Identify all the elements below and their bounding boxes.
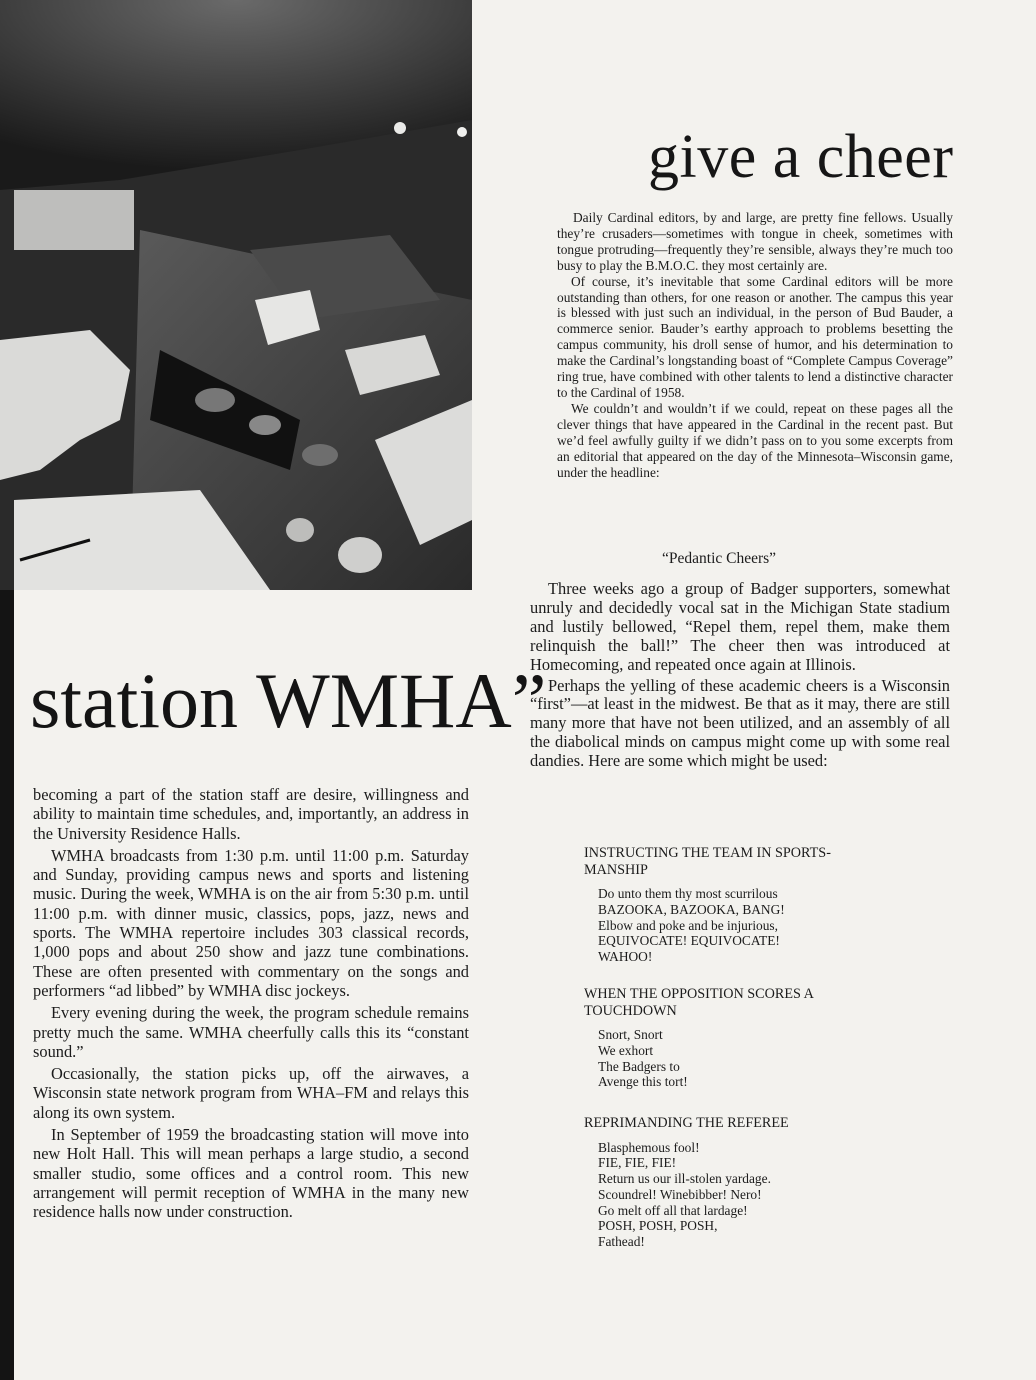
cheer-line: Scoundrel! Winebibber! Nero! xyxy=(598,1186,762,1202)
cheer-lines xyxy=(584,886,884,965)
cheer-line: Go melt off all that lardage! xyxy=(598,1202,748,1218)
give-a-cheer-title: give a cheer xyxy=(648,123,954,191)
editorial-paragraph: Three weeks ago a group of Badger supporters, somewhat unruly and decidedly vocal sat in the Michigan State stadium and lustily bellowed, “Repel them, repel them, make them relinquish the ball!” The cheer then was introduced at Homecoming, and repeated once again at Illinois. xyxy=(530,579,950,674)
intro-paragraph: Of course, it’s inevitable that some Cardinal editors will be more outstanding than others, for one reason or another. The campus this year is blessed with just such an individual, in the person of Bud Bauder, a commerce senior. Bauder’s earthy approach to problems besetting the campus community, his droll sense of humor, and his determination to make the Cardinal’s longstanding boast of “Complete Campus Coverage” ring true, have combined with other talents to lend a distinctive character to the Cardinal of 1958. xyxy=(557,273,953,400)
cheer-lines xyxy=(584,1027,884,1090)
cheer-line: Fathead! xyxy=(598,1234,645,1250)
station-paragraph: Occasionally, the station picks up, off the airwaves, a Wisconsin state network program from WHA–FM and relays this along its own system. xyxy=(33,1064,469,1122)
radio-studio-photo xyxy=(0,0,472,590)
cheer-line: Blasphemous fool! xyxy=(598,1139,700,1155)
cheer-line: WAHOO! xyxy=(598,949,653,965)
cheer-line: We exhort xyxy=(598,1042,654,1058)
cheer-line: FIE, FIE, FIE! xyxy=(598,1155,677,1171)
editorial-text xyxy=(530,580,950,771)
cheer-block-sportsmanship xyxy=(584,845,884,965)
cheer-line: Avenge this tort! xyxy=(598,1074,688,1090)
intro-paragraph: We couldn’t and wouldn’t if we could, repeat on these pages all the clever things that have appeared in the Cardinal in the recent past. But we’d feel awfully guilty if we didn’t pass on to you some excerpts from an editorial that appeared on the day of the Minnesota–Wisconsin game, under the headline: xyxy=(557,400,953,480)
cheer-line: EQUIVOCATE! EQUIVOCATE! xyxy=(598,933,780,949)
station-paragraph: WMHA broadcasts from 1:30 p.m. until 11:00 p.m. Saturday and Sunday, providing campus news and sports and listening music. During the week, WMHA is on the air from 5:30 p.m. until 11:00 p.m. with dinner music, classics, pops, jazz, news and sports. The WMHA repertoire includes 303 classical records, 1,000 pops and about 250 show and jazz tune combinations. These are often presented with commentary on the songs and performers “ad libbed” by WMHA disc jockeys. xyxy=(33,845,469,1000)
cheer-block-touchdown xyxy=(584,986,884,1090)
pedantic-cheers-headline: “Pedantic Cheers” xyxy=(662,550,777,567)
cheer-line: BAZOOKA, BAZOOKA, BANG! xyxy=(598,901,785,917)
cheer-heading: REPRIMANDING THE REFEREE xyxy=(584,1115,789,1131)
editorial-paragraph: Perhaps the yelling of these academic cheers is a Wisconsin “first”—at least in the midwest. Be that as it may, there are still many more that have not been utilized, and an assembly of all the diabolical minds on campus might come up with some real dandies. Here are some which might be used: xyxy=(530,675,950,771)
cheer-block-referee xyxy=(584,1115,884,1250)
station-wmha-title: station WMHA” xyxy=(30,657,547,744)
cheer-line: POSH, POSH, POSH, xyxy=(598,1218,718,1234)
cardinal-intro-text xyxy=(557,210,953,480)
cheer-line: Return us our ill-stolen yardage. xyxy=(598,1171,771,1187)
cheer-heading: INSTRUCTING THE TEAM IN SPORTS- MANSHIP xyxy=(584,845,831,878)
cheer-lines xyxy=(584,1140,884,1251)
cheer-heading: WHEN THE OPPOSITION SCORES A TOUCHDOWN xyxy=(584,986,814,1019)
cheer-line: Elbow and poke and be injurious, xyxy=(598,917,778,933)
station-paragraph: In September of 1959 the broadcasting station will move into new Holt Hall. This will mean perhaps a large studio, a second smaller studio, some offices and a control room. This new arrangement will permit reception of WMHA in the many new residence halls now under construction. xyxy=(33,1125,469,1222)
cheer-line: Do unto them thy most scurrilous xyxy=(598,886,778,901)
intro-paragraph: Daily Cardinal editors, by and large, are pretty fine fellows. Usually they’re crusaders—sometimes with tongue in cheek, sometimes with tongue protruding—frequently they’re sensible, always they’re much too busy to play the B.M.O.C. they most certainly are. xyxy=(557,210,953,273)
station-article-text xyxy=(33,785,469,1225)
station-paragraph: Every evening during the week, the program schedule remains pretty much the same. WMHA cheerfully calls this its “constant sound.” xyxy=(33,1003,469,1061)
cheer-line: The Badgers to xyxy=(598,1058,680,1074)
cheer-line: Snort, Snort xyxy=(598,1027,663,1042)
station-paragraph: becoming a part of the station staff are desire, willingness and ability to maintain time schedules, and, importantly, an address in the University Residence Halls. xyxy=(33,785,469,843)
